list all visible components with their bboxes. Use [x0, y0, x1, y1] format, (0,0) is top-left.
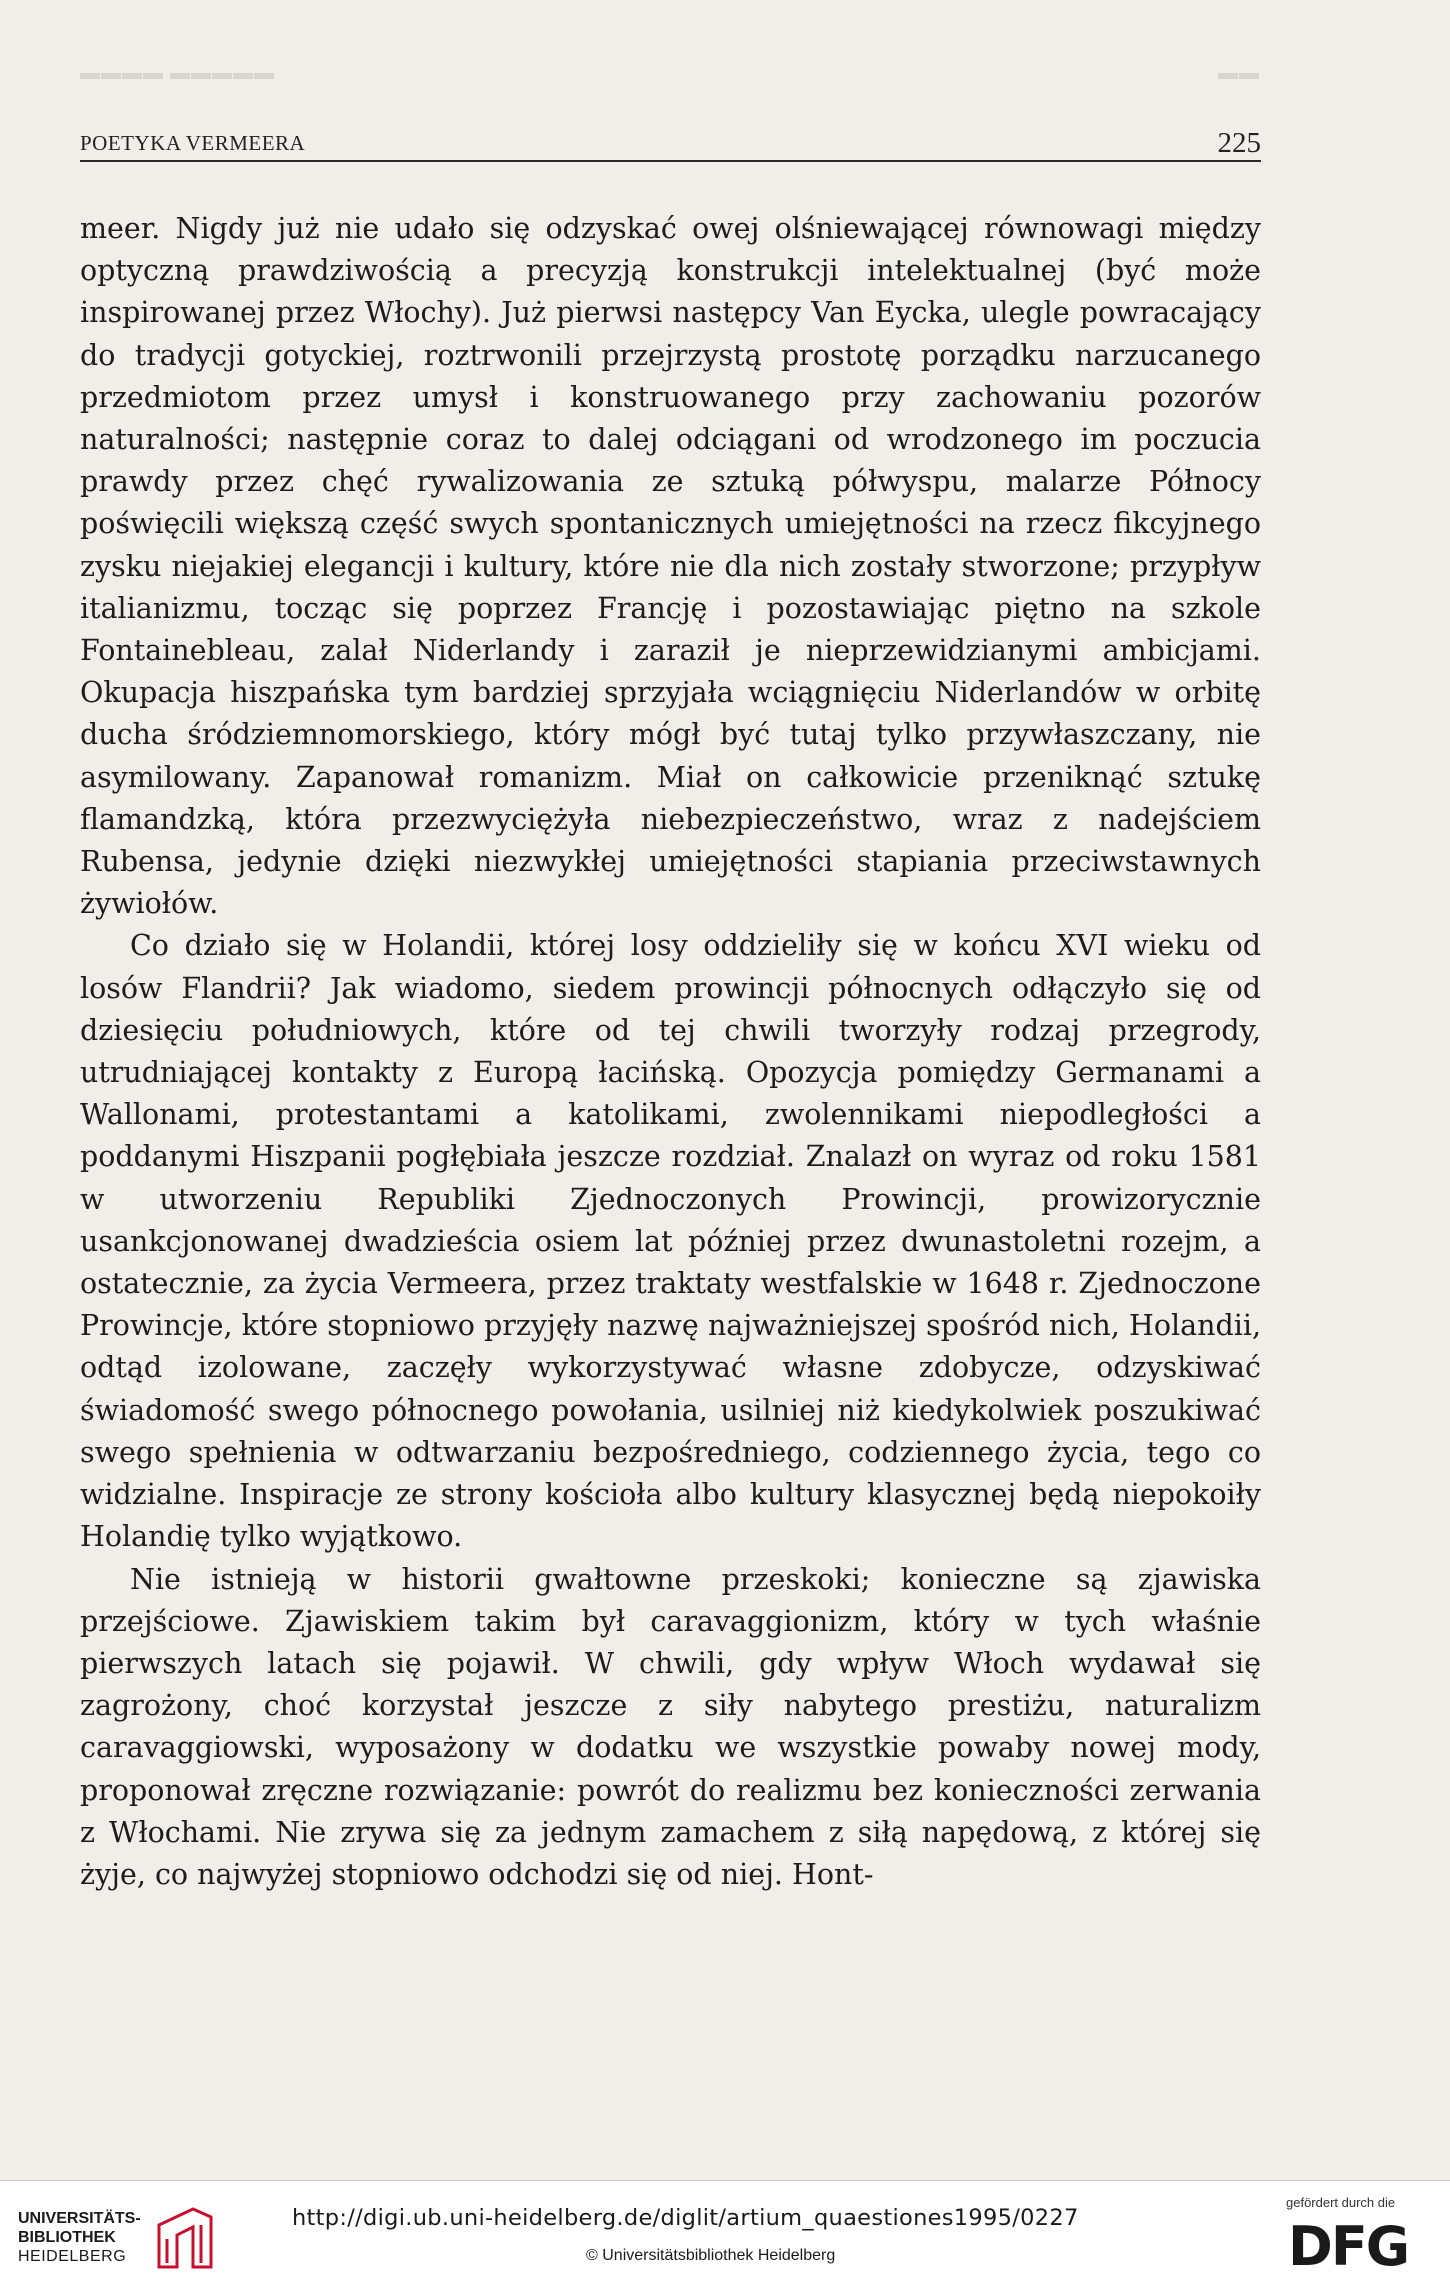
- bleed-through-number: ▬▬: [1218, 62, 1260, 84]
- paragraph: Nie istnieją w historii gwałtowne przeskoki; konieczne są zjawiska przejściowe. Zjawiskiem takim był caravaggionizm, który w tych właśnie pierwszych latach się pojawił. W chwili, gdy wpływ Włoch wydawał się zagrożony, choć korzystał jeszcze z siły nabytego prestiżu, naturalizm caravaggiowski, wyposażony w dodatku we wszystkie powaby nowej mody, proponował zręczne rozwiązanie: powrót do realizmu bez konieczności zerwania z Włochami. Nie zrywa się za jednym zamachem z siłą napędową, z której się żyje, co najwyżej stopniowo odchodzi się od niej. Hont-: [80, 1562, 1261, 1891]
- dfg-funding-logo[interactable]: [1286, 2195, 1436, 2275]
- university-library-logo[interactable]: [18, 2209, 218, 2273]
- library-name-line: BIBLIOTHEK: [18, 2229, 116, 2246]
- library-emblem-icon: [153, 2205, 215, 2271]
- paragraph: Co działo się w Holandii, której losy oddzieliły się w końcu XVI wieku od losów Flandrii? Jak wiadomo, siedem prowincji północnych odłączyło się od dziesięciu południowych, które od tej chwili tworzyły rodzaj przegrody, utrudniającej kontakty z Europą łacińską. Opozycja pomiędzy Germanami a Wallonami, protestantami a katolikami, zwolennikami niepodległości a poddanymi Hiszpanii pogłębiała jeszcze rozdział. Znalazł on wyraz od roku 1581 w utworzeniu Republiki Zjednoczonych Prowincji, prowizorycznie usankcjonowanej dwadzieścia osiem lat później przez dwunastoletni rozejm, a ostatecznie, za życia Vermeera, przez traktaty westfalskie w 1648 r. Zjednoczone Prowincje, które stopniowo przyjęły nazwę najważniejszej spośród nich, Holandii, odtąd izolowane, zaczęły wykorzystywać własne zdobycze, odzyskiwać świadomość swego północnego powołania, usilniej niż kiedykolwiek poszukiwać swego spełnienia w odtwarzaniu bezpośredniego, codziennego życia, tego co widzialne. Inspiracje ze strony kościoła albo kultury klasycznej będą niepokoiły Holandię tylko wyjątkowo.: [80, 929, 1261, 1554]
- permalink-url[interactable]: http://digi.ub.uni-heidelberg.de/diglit/artium_quaestiones1995/0227: [292, 2205, 1079, 2231]
- library-name-line: HEIDELBERG: [18, 2248, 127, 2265]
- dfg-logo-icon: [1286, 2215, 1416, 2271]
- copyright-notice: © Universitätsbibliothek Heidelberg: [586, 2247, 836, 2264]
- dfg-wordmark: DFG: [1288, 2215, 1409, 2271]
- funding-caption: gefördert durch die: [1286, 2195, 1396, 2210]
- paragraph: meer. Nigdy już nie udało się odzyskać owej olśniewającej równowagi między optyczną prawdziwością a precyzją konstrukcji intelektualnej (być może inspirowanej przez Włochy). Już pierwsi następcy Van Eycka, ulegle powracający do tradycji gotyckiej, roztrwonili przejrzystą prostotę porządku narzucanego przedmiotom przez umysł i konstruowanego przy zachowaniu pozorów naturalności; następnie coraz to dalej odciągani od wrodzonego im poczucia prawdy przez chęć rywalizowania ze sztuką półwyspu, malarze Północy poświęcili większą część swych spontanicznych umiejętności na rzecz fikcyjnego zysku niejakiej elegancji i kultury, które nie dla nich zostały stworzone; przypływ italianizmu, tocząc się poprzez Francję i pozostawiając piętno na szkole Fontainebleau, zalał Niderlandy i zaraził je nieprzewidzianymi ambicjami. Okupacja hiszpańska tym bardziej sprzyjała wciągnięciu Niderlandów w orbitę ducha śródziemnomorskiego, który mógł być tutaj tylko przywłaszczany, nie asymilowany. Zapanował romanizm. Miał on całkowicie przeniknąć sztukę flamandzką, która przezwyciężyła niebezpieczeństwo, wraz z nadejściem Rubensa, jedynie dzięki niezwykłej umiejętności stapiania przeciwstawnych żywiołów.: [80, 212, 1261, 921]
- page-number: 225: [1217, 127, 1261, 159]
- bleed-through-text: ▬▬▬▬ ▬▬▬▬▬: [80, 62, 275, 84]
- body-text: [80, 208, 1261, 1896]
- library-name: [18, 2209, 141, 2266]
- library-name-line: UNIVERSITÄTS-: [18, 2210, 141, 2227]
- digitization-footer: [0, 2180, 1450, 2284]
- running-header: [80, 122, 1261, 162]
- running-title: POETYKA VERMEERA: [80, 131, 306, 155]
